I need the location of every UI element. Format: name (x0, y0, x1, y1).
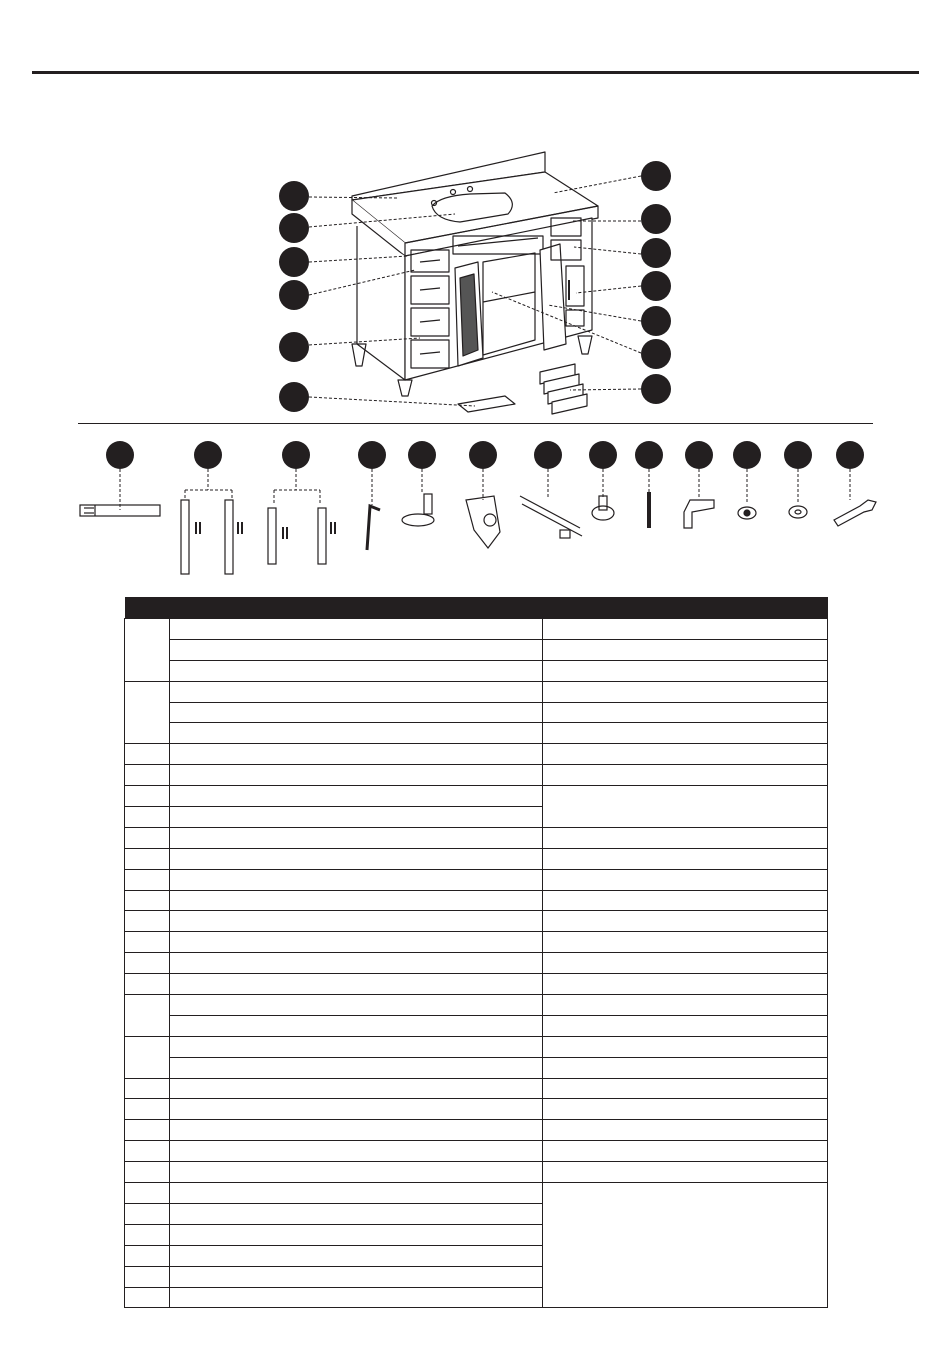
hinge-icon (466, 496, 500, 548)
hardware-badge-10 (685, 441, 713, 469)
cell-no (125, 932, 170, 953)
cell-name (170, 1141, 543, 1162)
cell-qty (543, 953, 828, 974)
cell-qty (543, 765, 828, 786)
callout-right-1 (641, 161, 671, 191)
cell-no (125, 1036, 170, 1078)
cell-qty (543, 869, 828, 890)
table-row (125, 639, 828, 660)
hardware-badge-4 (358, 441, 386, 469)
cell-name (170, 1078, 543, 1099)
cell-qty (543, 681, 828, 702)
cell-no (125, 1183, 170, 1204)
table-row (125, 974, 828, 995)
allen-key-icon (367, 506, 380, 550)
hardware-badge-1 (106, 441, 134, 469)
cell-qty (543, 1057, 828, 1078)
cell-name (170, 932, 543, 953)
cell-qty (543, 744, 828, 765)
cell-name (170, 807, 543, 828)
table-row (125, 786, 828, 807)
cell-qty (543, 827, 828, 848)
shelf-pin-icon (402, 494, 434, 526)
hardware-badge-12 (784, 441, 812, 469)
hardware-badge-6 (469, 441, 497, 469)
table-row (125, 1183, 828, 1204)
bracket-icon (684, 500, 714, 528)
callout-left-2 (279, 213, 309, 243)
cell-name (170, 639, 543, 660)
cell-qty (543, 1078, 828, 1099)
table-row (125, 744, 828, 765)
cell-name (170, 1015, 543, 1036)
cell-no (125, 953, 170, 974)
cell-name (170, 995, 543, 1016)
table-row (125, 1057, 828, 1078)
cell-name (170, 911, 543, 932)
callout-right-6 (641, 339, 671, 369)
cell-name (170, 1203, 543, 1224)
cell-no (125, 1120, 170, 1141)
table-row (125, 890, 828, 911)
cell-qty (543, 702, 828, 723)
cell-qty (543, 1015, 828, 1036)
table-row (125, 827, 828, 848)
cell-no (125, 1099, 170, 1120)
cell-no (125, 869, 170, 890)
cell-no (125, 1203, 170, 1224)
cell-name (170, 1224, 543, 1245)
table-row (125, 869, 828, 890)
cell-qty (543, 1162, 828, 1183)
cell-no (125, 827, 170, 848)
header-quantity (543, 597, 828, 619)
cell-no (125, 786, 170, 807)
cell-name (170, 848, 543, 869)
callout-right-3 (641, 238, 671, 268)
cell-name (170, 1036, 543, 1057)
hardware-badge-9 (635, 441, 663, 469)
cell-name (170, 786, 543, 807)
cell-no (125, 1141, 170, 1162)
table-row (125, 702, 828, 723)
hardware-badge-5 (408, 441, 436, 469)
hardware-badge-2 (194, 441, 222, 469)
table-row (125, 681, 828, 702)
table-header-row (125, 597, 828, 619)
cell-name (170, 1266, 543, 1287)
cell-no (125, 1224, 170, 1245)
cell-name (170, 890, 543, 911)
cell-name (170, 827, 543, 848)
table-row (125, 660, 828, 681)
cell-name (170, 1162, 543, 1183)
table-row (125, 911, 828, 932)
callout-left-3 (279, 247, 309, 277)
cell-qty (543, 911, 828, 932)
cell-name (170, 765, 543, 786)
cell-qty (543, 995, 828, 1016)
cell-qty (543, 1099, 828, 1120)
cell-name (170, 1287, 543, 1308)
cell-qty (543, 639, 828, 660)
parts-list-table (124, 597, 828, 1308)
cell-no (125, 911, 170, 932)
table-row (125, 723, 828, 744)
cell-no (125, 995, 170, 1037)
cell-name (170, 1120, 543, 1141)
cell-name (170, 619, 543, 640)
hardware-badge-7 (534, 441, 562, 469)
cell-no (125, 974, 170, 995)
hardware-badge-8 (589, 441, 617, 469)
cell-no (125, 807, 170, 828)
leveling-foot-icon (592, 496, 614, 520)
cell-no (125, 890, 170, 911)
header-description (170, 597, 543, 619)
callout-right-4 (641, 271, 671, 301)
cell-qty (543, 1141, 828, 1162)
cell-name (170, 723, 543, 744)
wrench-icon (834, 500, 876, 526)
cell-qty (543, 1183, 828, 1308)
cell-qty (543, 890, 828, 911)
cell-qty (543, 723, 828, 744)
cell-name (170, 953, 543, 974)
cell-name (170, 1183, 543, 1204)
table-row (125, 1015, 828, 1036)
cell-qty (543, 619, 828, 640)
table-row (125, 1162, 828, 1183)
cell-no (125, 848, 170, 869)
cell-qty (543, 932, 828, 953)
callout-left-4 (279, 280, 309, 310)
vanity-exploded-diagram (0, 0, 950, 600)
hardware-badge-11 (733, 441, 761, 469)
table-row (125, 1099, 828, 1120)
cell-name (170, 702, 543, 723)
callout-left-6 (279, 382, 309, 412)
cell-name (170, 660, 543, 681)
long-handle-pair-icon (268, 508, 335, 564)
cell-no (125, 765, 170, 786)
cell-name (170, 1057, 543, 1078)
cell-no (125, 744, 170, 765)
callout-left-1 (279, 181, 309, 211)
hardware-badge-3 (282, 441, 310, 469)
table-row (125, 932, 828, 953)
washer-icon (789, 506, 807, 518)
table-row (125, 619, 828, 640)
cell-qty (543, 1120, 828, 1141)
header-part-number (125, 597, 170, 619)
callout-right-7 (641, 374, 671, 404)
cell-name (170, 974, 543, 995)
table-row (125, 953, 828, 974)
cell-no (125, 1078, 170, 1099)
cell-qty (543, 660, 828, 681)
cell-name (170, 1245, 543, 1266)
cell-no (125, 1266, 170, 1287)
nut-icon (738, 507, 756, 519)
cell-name (170, 681, 543, 702)
callout-right-5 (641, 306, 671, 336)
drawer-slide-icon (520, 496, 582, 538)
cell-no (125, 619, 170, 682)
cell-no (125, 1245, 170, 1266)
table-row (125, 1120, 828, 1141)
cell-qty (543, 1036, 828, 1057)
table-row (125, 848, 828, 869)
table-row (125, 1036, 828, 1057)
cell-no (125, 1287, 170, 1308)
cell-qty (543, 786, 828, 828)
cell-name (170, 1099, 543, 1120)
short-handle-pair-icon (181, 500, 242, 574)
cell-name (170, 744, 543, 765)
table-row (125, 995, 828, 1016)
table-row (125, 1078, 828, 1099)
section-divider (78, 423, 873, 424)
hardware-badge-13 (836, 441, 864, 469)
cell-qty (543, 974, 828, 995)
cell-name (170, 869, 543, 890)
cell-qty (543, 848, 828, 869)
cell-no (125, 1162, 170, 1183)
cell-no (125, 681, 170, 744)
table-row (125, 1141, 828, 1162)
table-row (125, 765, 828, 786)
callout-left-5 (279, 332, 309, 362)
callout-right-2 (641, 204, 671, 234)
